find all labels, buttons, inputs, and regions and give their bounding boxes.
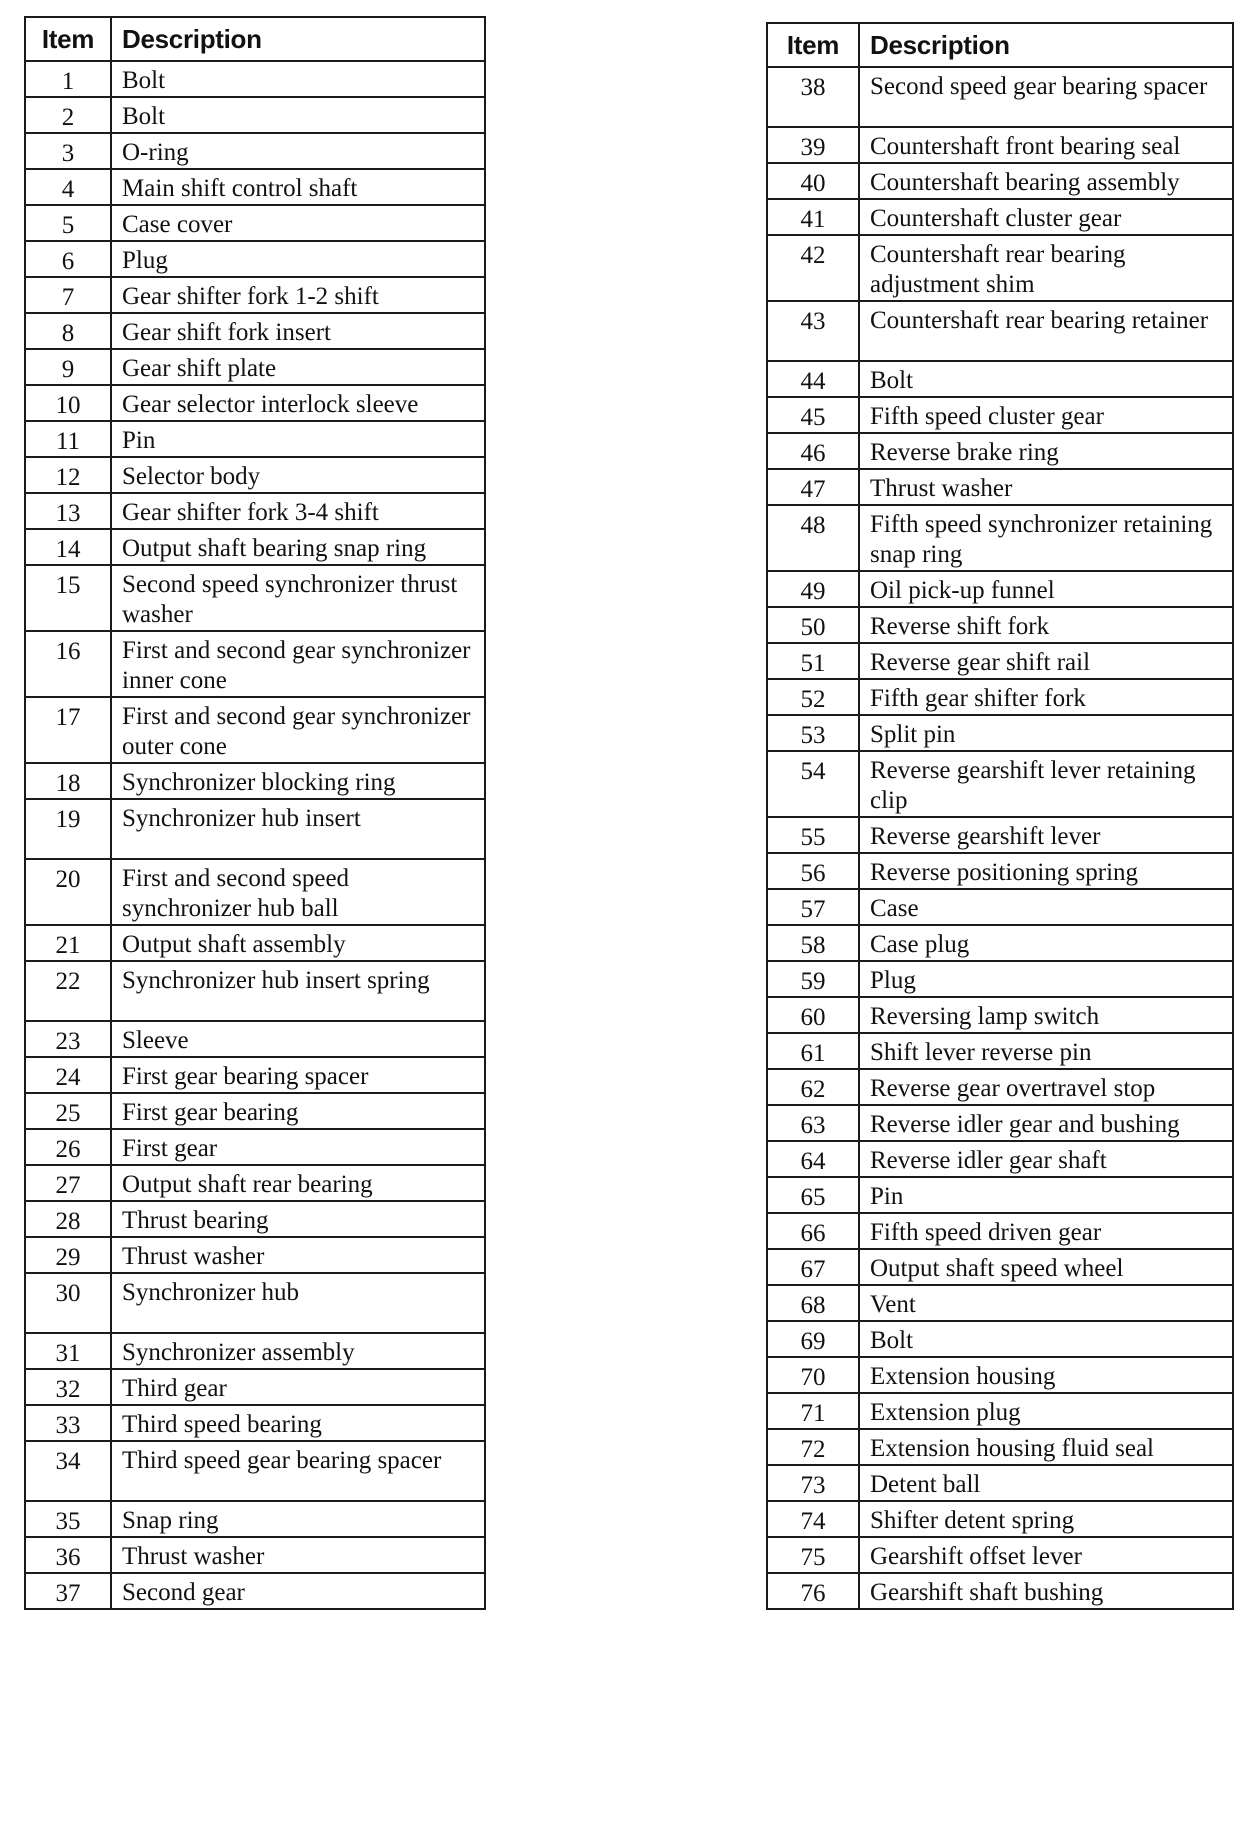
item-description: Countershaft bearing assembly [859,163,1233,199]
table-row [767,67,1233,127]
table-row [767,1537,1233,1573]
item-description: Third gear [111,1369,485,1405]
table-row [25,205,485,241]
item-number: 42 [767,235,859,301]
table-row [767,679,1233,715]
item-description: Reverse gearshift lever [859,817,1233,853]
item-description: Reverse gear overtravel stop [859,1069,1233,1105]
table-row [767,1357,1233,1393]
item-number: 63 [767,1105,859,1141]
item-description: Fifth speed cluster gear [859,397,1233,433]
table-row [25,1273,485,1333]
table-row [767,1177,1233,1213]
item-number: 23 [25,1021,111,1057]
item-number: 57 [767,889,859,925]
item-number: 5 [25,205,111,241]
table-row [767,1141,1233,1177]
table-row [25,859,485,925]
item-description: Gearshift shaft bushing [859,1573,1233,1609]
table-row [25,1441,485,1501]
item-number: 4 [25,169,111,205]
item-number: 25 [25,1093,111,1129]
item-description: O-ring [111,133,485,169]
table-row [767,1465,1233,1501]
table-row [767,433,1233,469]
item-description: Split pin [859,715,1233,751]
table-row [25,631,485,697]
item-number: 64 [767,1141,859,1177]
table-row [25,1057,485,1093]
table-row [25,133,485,169]
table-row [25,925,485,961]
table-row [767,301,1233,361]
item-description: Third speed bearing [111,1405,485,1441]
item-number: 9 [25,349,111,385]
item-description: Reverse brake ring [859,433,1233,469]
item-number: 68 [767,1285,859,1321]
item-number: 35 [25,1501,111,1537]
item-number: 11 [25,421,111,457]
item-number: 43 [767,301,859,361]
item-number: 21 [25,925,111,961]
item-number: 55 [767,817,859,853]
table-row [767,853,1233,889]
item-description: Sleeve [111,1021,485,1057]
item-description: Synchronizer assembly [111,1333,485,1369]
item-description: Pin [111,421,485,457]
item-number: 2 [25,97,111,133]
item-number: 75 [767,1537,859,1573]
table-row [25,169,485,205]
item-number: 8 [25,313,111,349]
table-row [767,199,1233,235]
table-row [767,817,1233,853]
table-row [767,235,1233,301]
table-row [25,1201,485,1237]
table-row [767,1321,1233,1357]
item-description: Case [859,889,1233,925]
item-description: Countershaft cluster gear [859,199,1233,235]
table-row [767,751,1233,817]
item-description: Shifter detent spring [859,1501,1233,1537]
item-number: 14 [25,529,111,565]
item-description: Bolt [111,97,485,133]
table-row [767,469,1233,505]
item-description: Vent [859,1285,1233,1321]
item-description: Countershaft rear bearing retainer [859,301,1233,361]
item-description: Main shift control shaft [111,169,485,205]
table-row [767,607,1233,643]
parts-table-left [24,16,486,1610]
table-row [767,163,1233,199]
item-number: 19 [25,799,111,859]
item-description: Output shaft rear bearing [111,1165,485,1201]
table-row [767,1033,1233,1069]
item-number: 27 [25,1165,111,1201]
item-description: Second speed synchronizer thrust washer [111,565,485,631]
item-number: 76 [767,1573,859,1609]
item-number: 73 [767,1465,859,1501]
item-description: First and second speed synchronizer hub ball [111,859,485,925]
table-header-row [25,17,485,61]
table-row [767,361,1233,397]
item-description: Gear shifter fork 3-4 shift [111,493,485,529]
item-description: Plug [859,961,1233,997]
item-number: 47 [767,469,859,505]
item-description: Case plug [859,925,1233,961]
item-description: Detent ball [859,1465,1233,1501]
table-row [25,241,485,277]
item-description: Output shaft bearing snap ring [111,529,485,565]
item-description: Gear shifter fork 1-2 shift [111,277,485,313]
item-description: Fifth gear shifter fork [859,679,1233,715]
item-description: Reverse shift fork [859,607,1233,643]
item-description: Reverse idler gear shaft [859,1141,1233,1177]
item-number: 54 [767,751,859,817]
item-number: 71 [767,1393,859,1429]
item-number: 72 [767,1429,859,1465]
table-row [767,127,1233,163]
table-row [25,1021,485,1057]
item-description: Extension plug [859,1393,1233,1429]
item-number: 60 [767,997,859,1033]
item-number: 18 [25,763,111,799]
item-description: First and second gear synchronizer outer cone [111,697,485,763]
table-row [25,565,485,631]
item-number: 10 [25,385,111,421]
item-description: Reverse idler gear and bushing [859,1105,1233,1141]
table-row [25,1333,485,1369]
table-row [25,1129,485,1165]
left-table-body [25,61,485,1609]
item-number: 36 [25,1537,111,1573]
table-row [767,889,1233,925]
item-number: 46 [767,433,859,469]
item-description: Countershaft rear bearing adjustment shim [859,235,1233,301]
table-row [25,529,485,565]
item-description: First gear bearing [111,1093,485,1129]
item-number: 38 [767,67,859,127]
item-description: Pin [859,1177,1233,1213]
item-number: 53 [767,715,859,751]
item-description: Output shaft assembly [111,925,485,961]
table-row [767,925,1233,961]
table-row [767,571,1233,607]
item-description: Synchronizer hub insert spring [111,961,485,1021]
table-row [767,1069,1233,1105]
item-description: Bolt [859,1321,1233,1357]
table-row [767,961,1233,997]
item-description: Case cover [111,205,485,241]
item-number: 32 [25,1369,111,1405]
item-number: 28 [25,1201,111,1237]
table-row [767,1429,1233,1465]
item-description: Reverse gear shift rail [859,643,1233,679]
item-description: Thrust washer [859,469,1233,505]
table-row [767,505,1233,571]
item-number: 51 [767,643,859,679]
item-number: 1 [25,61,111,97]
table-row [767,1105,1233,1141]
item-number: 49 [767,571,859,607]
right-table-body [767,67,1233,1609]
table-row [767,997,1233,1033]
item-number: 67 [767,1249,859,1285]
item-number: 34 [25,1441,111,1501]
table-row [25,1369,485,1405]
item-number: 30 [25,1273,111,1333]
item-description: Bolt [859,361,1233,397]
item-description: Thrust washer [111,1537,485,1573]
item-number: 12 [25,457,111,493]
item-number: 40 [767,163,859,199]
item-description: Reverse positioning spring [859,853,1233,889]
item-description: Fifth speed driven gear [859,1213,1233,1249]
table-row [767,397,1233,433]
table-row [25,1093,485,1129]
item-description: Third speed gear bearing spacer [111,1441,485,1501]
item-number: 56 [767,853,859,889]
item-number: 31 [25,1333,111,1369]
item-number: 61 [767,1033,859,1069]
item-column-header: Item [25,17,111,61]
table-row [25,349,485,385]
table-row [767,715,1233,751]
item-number: 17 [25,697,111,763]
table-row [767,1249,1233,1285]
item-description: Thrust washer [111,1237,485,1273]
table-row [767,1285,1233,1321]
table-row [767,1573,1233,1609]
table-row [25,1573,485,1609]
item-description: Reversing lamp switch [859,997,1233,1033]
table-row [25,97,485,133]
item-description: Extension housing [859,1357,1233,1393]
item-description: Reverse gearshift lever retaining clip [859,751,1233,817]
item-number: 3 [25,133,111,169]
item-description: Fifth speed synchronizer retaining snap ring [859,505,1233,571]
item-number: 45 [767,397,859,433]
table-row [25,385,485,421]
item-description: Bolt [111,61,485,97]
item-number: 6 [25,241,111,277]
item-number: 58 [767,925,859,961]
table-row [25,799,485,859]
table-row [25,697,485,763]
item-number: 39 [767,127,859,163]
item-number: 50 [767,607,859,643]
item-description: First gear [111,1129,485,1165]
table-row [767,643,1233,679]
item-description: First gear bearing spacer [111,1057,485,1093]
item-number: 37 [25,1573,111,1609]
item-number: 20 [25,859,111,925]
item-column-header: Item [767,23,859,67]
table-row [25,421,485,457]
item-number: 48 [767,505,859,571]
item-description: Second speed gear bearing spacer [859,67,1233,127]
table-row [767,1393,1233,1429]
description-column-header: Description [111,17,485,61]
item-number: 59 [767,961,859,997]
item-number: 62 [767,1069,859,1105]
item-number: 22 [25,961,111,1021]
item-description: Synchronizer blocking ring [111,763,485,799]
table-row [25,1165,485,1201]
parts-table-right [766,22,1234,1610]
item-number: 24 [25,1057,111,1093]
item-number: 66 [767,1213,859,1249]
item-number: 26 [25,1129,111,1165]
item-number: 13 [25,493,111,529]
item-description: Oil pick-up funnel [859,571,1233,607]
table-row [25,1405,485,1441]
item-description: Synchronizer hub insert [111,799,485,859]
table-row [767,1501,1233,1537]
item-description: Snap ring [111,1501,485,1537]
table-header-row [767,23,1233,67]
item-number: 29 [25,1237,111,1273]
item-number: 52 [767,679,859,715]
table-row [25,61,485,97]
table-row [25,1237,485,1273]
item-description: First and second gear synchronizer inner cone [111,631,485,697]
table-row [25,763,485,799]
item-number: 70 [767,1357,859,1393]
item-description: Gear shift plate [111,349,485,385]
item-description: Shift lever reverse pin [859,1033,1233,1069]
item-description: Selector body [111,457,485,493]
description-column-header: Description [859,23,1233,67]
table-row [25,961,485,1021]
item-number: 44 [767,361,859,397]
item-number: 74 [767,1501,859,1537]
item-description: Plug [111,241,485,277]
item-description: Second gear [111,1573,485,1609]
table-row [767,1213,1233,1249]
item-description: Gearshift offset lever [859,1537,1233,1573]
item-number: 33 [25,1405,111,1441]
item-number: 15 [25,565,111,631]
item-number: 69 [767,1321,859,1357]
table-row [25,1537,485,1573]
table-row [25,457,485,493]
table-row [25,493,485,529]
item-description: Thrust bearing [111,1201,485,1237]
table-row [25,313,485,349]
item-number: 16 [25,631,111,697]
item-description: Gear selector interlock sleeve [111,385,485,421]
item-description: Gear shift fork insert [111,313,485,349]
table-row [25,1501,485,1537]
item-description: Output shaft speed wheel [859,1249,1233,1285]
item-description: Synchronizer hub [111,1273,485,1333]
item-number: 65 [767,1177,859,1213]
item-description: Extension housing fluid seal [859,1429,1233,1465]
item-number: 7 [25,277,111,313]
item-number: 41 [767,199,859,235]
item-description: Countershaft front bearing seal [859,127,1233,163]
table-row [25,277,485,313]
